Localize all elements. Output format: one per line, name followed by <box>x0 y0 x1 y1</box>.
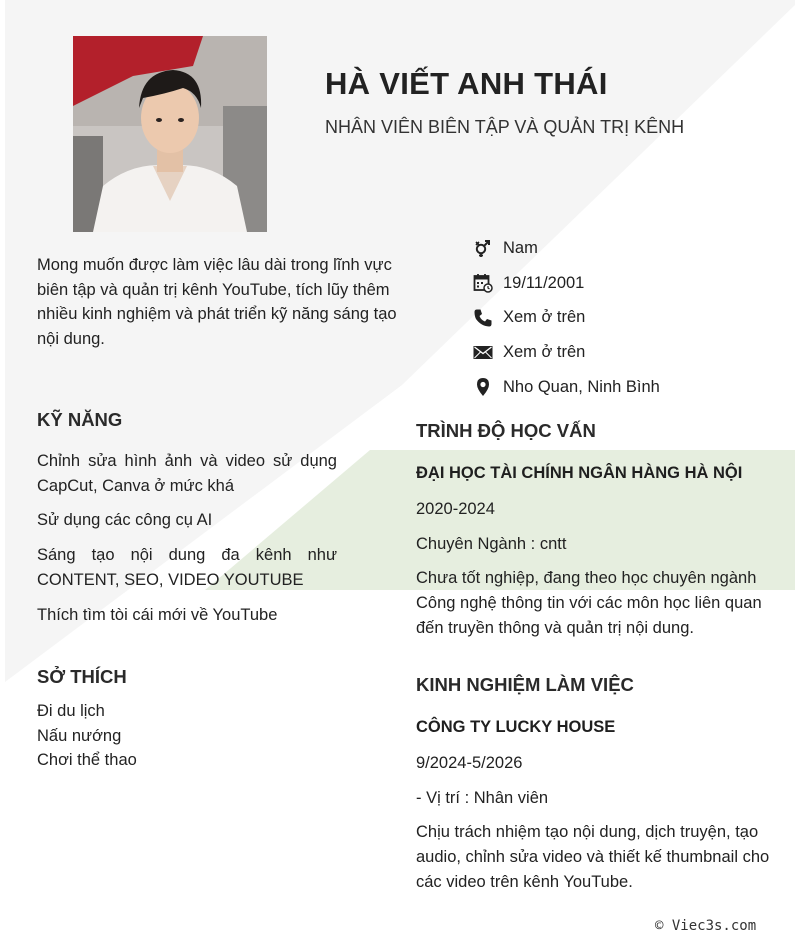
skill-item: Sử dụng các công cụ AI <box>37 511 213 530</box>
experience-period: 9/2024-5/2026 <box>416 754 523 772</box>
contact-email <box>472 335 792 370</box>
avatar <box>73 36 267 232</box>
phone-icon <box>472 307 494 329</box>
contact-info <box>472 231 792 404</box>
company-name: CÔNG TY LUCKY HOUSE <box>416 718 616 736</box>
education-title: TRÌNH ĐỘ HỌC VẤN <box>416 420 596 441</box>
career-objective: Mong muốn được làm việc lâu dài trong lĩnh vực biên tập và quản trị kênh YouTube, tích lũy thêm nhiều kinh nghiệm và phát triển kỹ năng sáng tạo nội dung. <box>37 256 397 349</box>
experience-section <box>416 674 781 895</box>
contact-phone <box>472 300 792 335</box>
contact-gender <box>472 231 792 266</box>
experience-title: KINH NGHIỆM LÀM VIỆC <box>416 674 634 695</box>
experience-description: Chịu trách nhiệm tạo nội dung, dịch truyện, tạo audio, chỉnh sửa video và thiết kế thumbnail cho các video trên kênh YouTube. <box>416 823 770 891</box>
address-value: Nho Quan, Ninh Bình <box>503 377 660 396</box>
watermark: © Viec3s.com <box>655 918 757 934</box>
envelope-icon <box>472 341 494 363</box>
job-title: NHÂN VIÊN BIÊN TẬP VÀ QUẢN TRỊ KÊNH <box>325 117 685 137</box>
phone-value: Xem ở trên <box>503 308 586 327</box>
education-major: Chuyên Ngành : cntt <box>416 534 567 553</box>
skill-item: Chỉnh sửa hình ảnh và video sử dụng CapCut, Canva ở mức khá <box>37 452 337 495</box>
skill-item: Thích tìm tòi cái mới về YouTube <box>37 605 278 624</box>
calendar-icon <box>472 272 494 294</box>
hobby-item: Nấu nướng <box>37 726 122 745</box>
gender-value: Nam <box>503 238 538 257</box>
education-period: 2020-2024 <box>416 500 495 518</box>
education-section <box>416 420 781 641</box>
hobbies-title: SỞ THÍCH <box>37 666 127 687</box>
hobby-item: Đi du lịch <box>37 702 105 720</box>
email-value: Xem ở trên <box>503 342 586 361</box>
skills-title: KỸ NĂNG <box>37 409 123 430</box>
map-pin-icon <box>472 376 494 398</box>
skill-item: Sáng tạo nội dung đa kênh như CONTENT, SEO, VIDEO YOUTUBE <box>37 546 337 589</box>
contact-address <box>472 370 792 405</box>
candidate-name: HÀ VIẾT ANH THÁI <box>325 66 608 101</box>
hobby-item: Chơi thể thao <box>37 751 137 770</box>
contact-birthday <box>472 266 792 301</box>
school-name: ĐẠI HỌC TÀI CHÍNH NGÂN HÀNG HÀ NỘI <box>416 464 743 482</box>
hobbies-section <box>37 666 337 773</box>
experience-position: - Vị trí : Nhân viên <box>416 788 549 807</box>
skills-section <box>37 409 337 637</box>
gender-icon <box>472 237 494 259</box>
profile-photo <box>73 36 267 232</box>
education-description: Chưa tốt nghiệp, đang theo học chuyên ngành Công nghệ thông tin với các môn học liên quan đến truyền thông và quản trị nội dung. <box>416 569 762 637</box>
birthday-value: 19/11/2001 <box>503 273 585 292</box>
